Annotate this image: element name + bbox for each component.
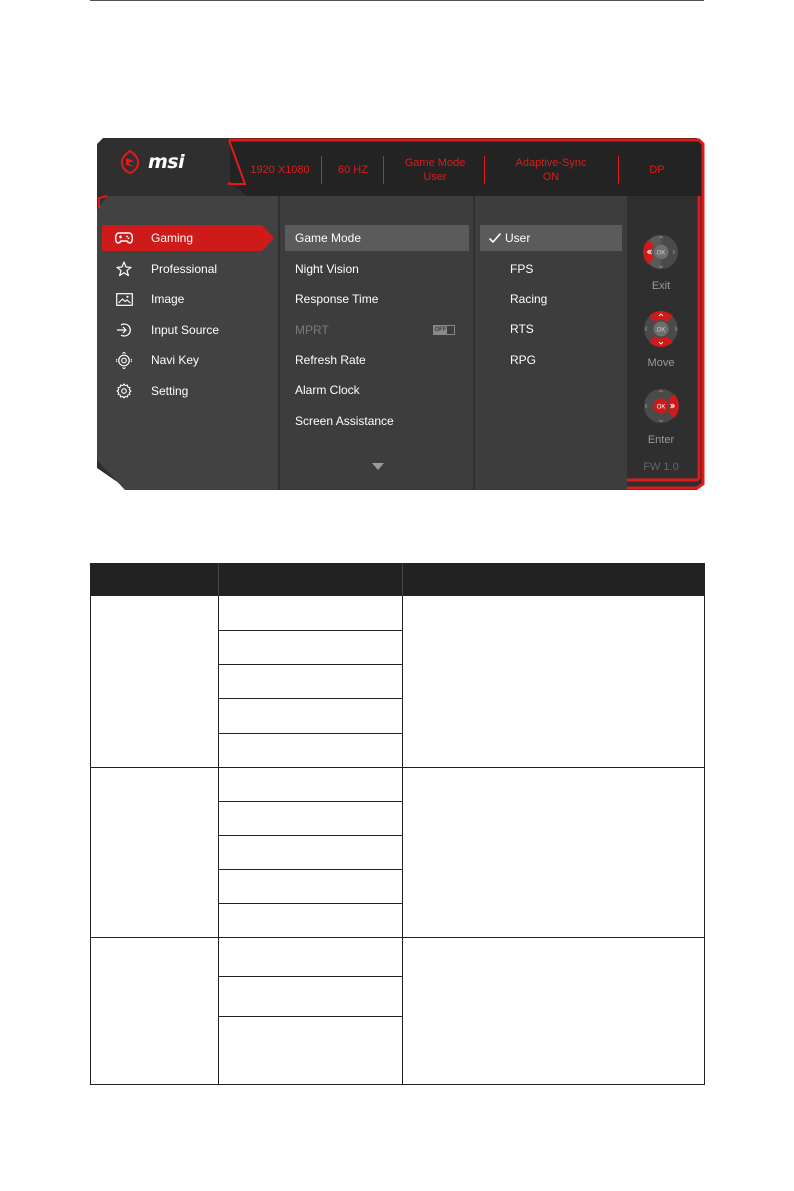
ok-text: OK [656, 404, 666, 411]
table-row-divider [218, 733, 403, 734]
mprt-toggle: OFF [433, 325, 455, 335]
joystick-up-down-icon [641, 309, 681, 349]
table-row-divider [218, 664, 403, 665]
menu-description-table [90, 563, 705, 1085]
status-separator [383, 156, 384, 184]
menu-label: Input Source [151, 323, 220, 337]
nav-exit [629, 232, 693, 292]
ok-text: OK [656, 327, 666, 334]
game-mode-options [475, 196, 627, 490]
status-resolution: 1920 X1080 [250, 164, 310, 176]
nav-enter [629, 386, 693, 446]
submenu-item-mprt: MPRT OFF [285, 317, 469, 343]
image-icon [115, 290, 133, 308]
submenu-item-screen-assistance[interactable]: Screen Assistance [295, 414, 394, 428]
column-divider [402, 596, 403, 1085]
table-border-left [90, 563, 91, 1085]
column-divider [218, 596, 219, 1085]
option-fps[interactable]: FPS [510, 262, 534, 276]
option-user[interactable]: User [480, 225, 622, 251]
page-top-rule [90, 0, 704, 1]
status-input: DP [649, 164, 665, 176]
scroll-down-arrow-icon[interactable] [372, 463, 384, 470]
joystick-enter-icon [641, 386, 681, 426]
star-icon [115, 260, 133, 278]
gaming-submenu [280, 196, 473, 490]
table-row-divider [218, 835, 403, 836]
option-rts[interactable]: RTS [510, 322, 534, 336]
status-separator [484, 156, 485, 184]
firmware-version: FW 1.0 [643, 461, 679, 473]
joystick-left-icon [641, 232, 681, 272]
menu-item-setting[interactable] [102, 378, 188, 404]
table-row-group-divider [90, 767, 705, 768]
menu-label: Professional [151, 262, 218, 276]
option-rpg[interactable]: RPG [510, 353, 537, 367]
table-row-divider [218, 1016, 403, 1017]
nav-move [629, 309, 693, 369]
submenu-item-alarm-clock[interactable]: Alarm Clock [295, 383, 360, 397]
option-racing[interactable]: Racing [510, 292, 548, 306]
menu-item-navi-key[interactable] [102, 347, 199, 373]
table-row-divider [218, 801, 403, 802]
status-adaptive-sync: Adaptive-Sync ON [515, 157, 587, 183]
nav-enter-label: Enter [647, 434, 675, 446]
submenu-item-game-mode[interactable]: Game Mode [285, 225, 469, 251]
table-row-group-divider [90, 937, 705, 938]
input-source-icon [115, 321, 133, 339]
menu-item-gaming[interactable] [102, 225, 272, 251]
gamepad-icon [115, 229, 133, 247]
menu-item-image[interactable] [102, 286, 184, 312]
submenu-item-response-time[interactable]: Response Time [295, 292, 379, 306]
nav-move-label: Move [647, 357, 675, 369]
checkmark-icon [488, 232, 502, 244]
table-row-divider [218, 630, 403, 631]
status-separator [618, 156, 619, 184]
table-row-divider [218, 903, 403, 904]
navi-key-icon [115, 351, 133, 369]
gear-icon [115, 382, 133, 400]
header-divider [402, 563, 403, 596]
msi-dragon-icon [117, 149, 143, 175]
menu-item-input-source[interactable] [102, 317, 219, 343]
status-game-mode: Game Mode User [404, 157, 466, 183]
menu-item-professional[interactable] [102, 256, 217, 282]
brand-name: msi [148, 151, 185, 173]
status-refresh-rate: 60 HZ [338, 164, 368, 176]
menu-label: Navi Key [151, 353, 200, 367]
table-row-divider [218, 869, 403, 870]
msi-logo [117, 149, 184, 175]
menu-label: Image [151, 292, 185, 306]
menu-label: Setting [151, 384, 189, 398]
table-header-row [90, 563, 705, 596]
ok-text: OK [656, 250, 666, 257]
main-menu [97, 196, 278, 490]
submenu-item-night-vision[interactable]: Night Vision [295, 262, 359, 276]
table-row-divider [218, 698, 403, 699]
table-border-right [704, 563, 705, 1085]
header-divider [218, 563, 219, 596]
table-border-bottom [90, 1084, 705, 1085]
navigation-legend [629, 196, 693, 490]
submenu-item-refresh-rate[interactable]: Refresh Rate [295, 353, 366, 367]
osd-window [97, 138, 705, 490]
table-row-divider [218, 976, 403, 977]
menu-label: Gaming [151, 231, 194, 245]
nav-exit-label: Exit [651, 280, 671, 292]
status-separator [321, 156, 322, 184]
